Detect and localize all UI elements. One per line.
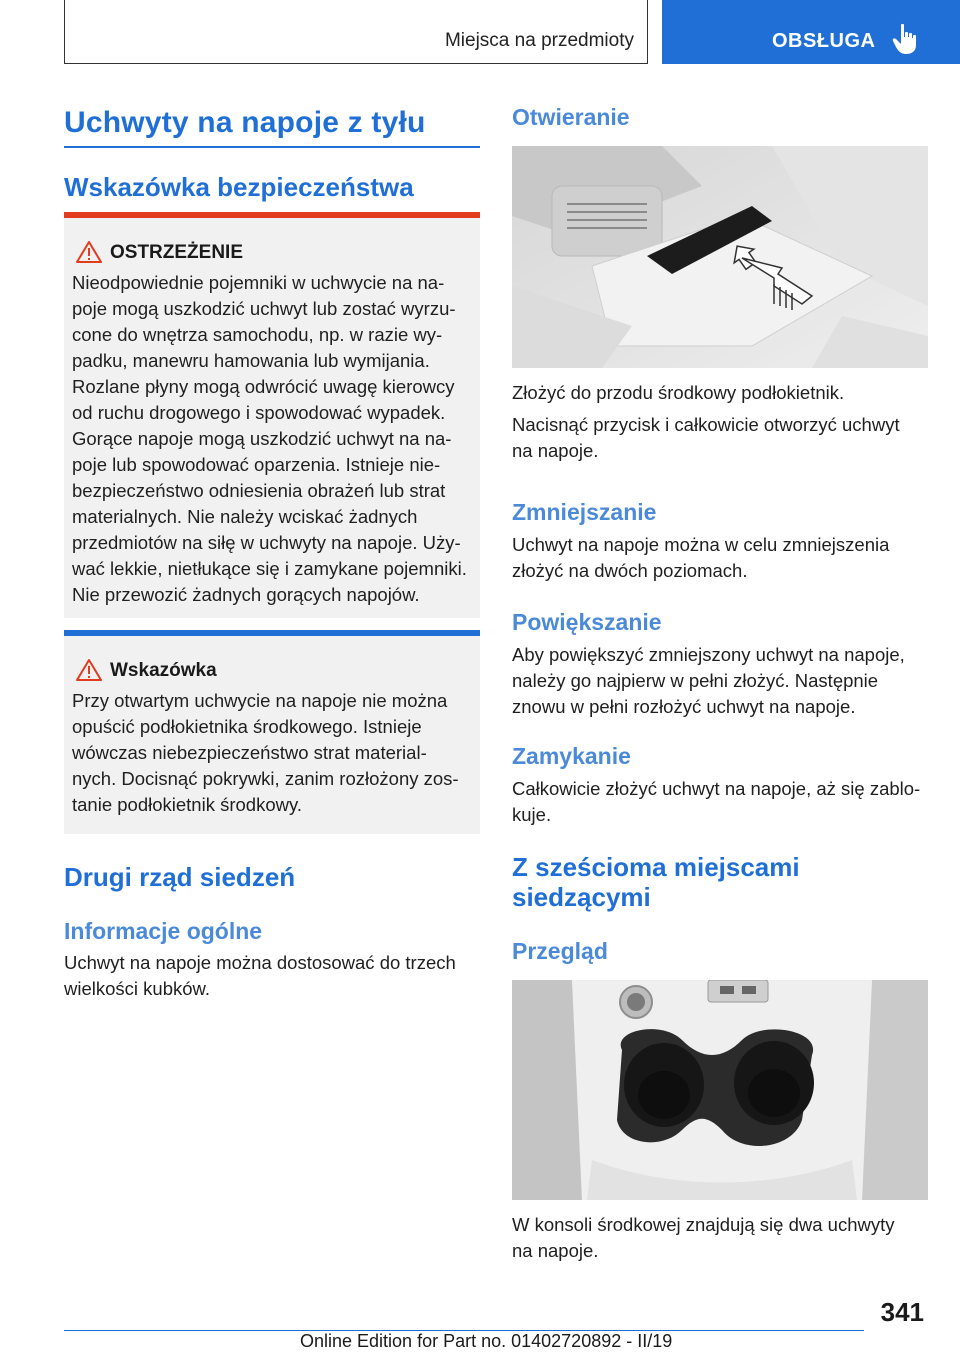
opening-heading: Otwieranie — [512, 104, 630, 130]
section-title: Miejsca na przedmioty — [444, 30, 634, 51]
text-line: Nieodpowiednie pojemniki w uchwycie na na- — [72, 272, 445, 293]
text-line: Uchwyt na napoje można w celu zmniejszenia — [512, 534, 890, 555]
heading-line: Z sześcioma miejscami — [512, 852, 800, 882]
safety-heading: Wskazówka bezpieczeństwa — [64, 172, 414, 202]
text-line: należy go najpierw w pełni złożyć. Następnie — [512, 670, 879, 691]
text-line: nych. Docisnąć pokrywki, zanim rozłożony zos- — [72, 768, 459, 789]
note-text — [72, 688, 480, 818]
opening-text-1 — [512, 380, 928, 406]
text-line: na napoje. — [512, 1240, 599, 1261]
text-line: Uchwyt na napoje można dostosować do trzech — [64, 952, 456, 973]
text-line: Rozlane płyny mogą odwrócić uwagę kierowcy — [72, 376, 455, 397]
text-line: Gorące napoje mogą uszkodzić uchwyt na na- — [72, 428, 452, 449]
warning-triangle-icon — [76, 658, 102, 682]
six-seats-heading — [512, 852, 800, 912]
text-line: padku, manewru hamowania lub wymijania. — [72, 350, 430, 371]
text-line: Aby powiększyć zmniejszony uchwyt na napoje, — [512, 644, 905, 665]
close-heading: Zamykanie — [512, 743, 631, 769]
text-line: Przy otwartym uchwycie na napoje nie można — [72, 690, 448, 711]
text-line: cone do wnętrza samochodu, np. w razie wy- — [72, 324, 443, 345]
cupholder-image — [512, 980, 928, 1200]
text-line: kuje. — [512, 804, 552, 825]
text-line: wać lekkie, nietłukące się i zamykane pojemniki. — [72, 558, 467, 579]
text-line: W konsoli środkowej znajdują się dwa uchwyty — [512, 1214, 895, 1235]
text-line: bezpieczeństwo odniesienia obrażeń lub strat — [72, 480, 446, 501]
enlarge-heading: Powiększanie — [512, 609, 662, 635]
text-line: materialnych. Nie należy wciskać żadnych — [72, 506, 418, 527]
note-title: Wskazówka — [110, 660, 217, 681]
edition-text: Online Edition for Part no. 01402720892 - II/19 — [300, 1331, 673, 1351]
text-line: poje mogą uszkodzić uchwyt lub zostać wyrzu- — [72, 298, 456, 319]
text-line: opuścić podłokietnika środkowego. Istnieje — [72, 716, 422, 737]
text-line: Nie przewozić żadnych gorących napojów. — [72, 584, 420, 605]
chapter-tab-label: OBSŁUGA — [772, 30, 876, 52]
opening-text-2 — [512, 412, 928, 464]
text-line: Nacisnąć przycisk i całkowicie otworzyć uchwyt — [512, 414, 900, 435]
heading-line: siedzącymi — [512, 882, 651, 912]
text-line: znowu w pełni rozłożyć uchwyt na napoje. — [512, 696, 856, 717]
reduce-heading: Zmniejszanie — [512, 499, 657, 525]
text-line: poje lub spowodować oparzenia. Istnieje nie- — [72, 454, 441, 475]
second-row-heading: Drugi rząd siedzeń — [64, 862, 296, 892]
text-line: tanie podłokietnik środkowy. — [72, 794, 303, 815]
warning-title: OSTRZEŻENIE — [110, 242, 244, 263]
general-text — [64, 950, 480, 1002]
enlarge-text — [512, 642, 928, 720]
text-line: wielkości kubków. — [64, 978, 211, 999]
note-box — [64, 636, 480, 834]
text-line: Złożyć do przodu środkowy podłokietnik. — [512, 382, 845, 403]
warning-text — [72, 270, 480, 608]
general-heading: Informacje ogólne — [64, 918, 263, 944]
warning-triangle-icon — [76, 240, 102, 264]
page-number: 341 — [880, 1297, 924, 1327]
text-line: przedmiotów na siłę w uchwyty na napoje. Uży- — [72, 532, 461, 553]
text-line: Całkowicie złożyć uchwyt na napoje, aż się zablo- — [512, 778, 921, 799]
hand-pointer-icon — [892, 22, 920, 56]
page-title: Uchwyty na napoje z tyłu — [64, 106, 426, 139]
chapter-tab[interactable] — [662, 0, 960, 64]
text-line: od ruchu drogowego i spowodować wypadek. — [72, 402, 446, 423]
text-line: wówczas niebezpieczeństwo strat material- — [72, 742, 427, 763]
overview-text — [512, 1212, 928, 1264]
text-line: złożyć na dwóch poziomach. — [512, 560, 748, 581]
text-line: na napoje. — [512, 440, 599, 461]
reduce-text — [512, 532, 928, 584]
overview-heading: Przegląd — [512, 938, 608, 964]
title-rule — [64, 146, 480, 148]
close-text — [512, 776, 932, 828]
warning-box — [64, 218, 480, 618]
armrest-image — [512, 146, 928, 368]
